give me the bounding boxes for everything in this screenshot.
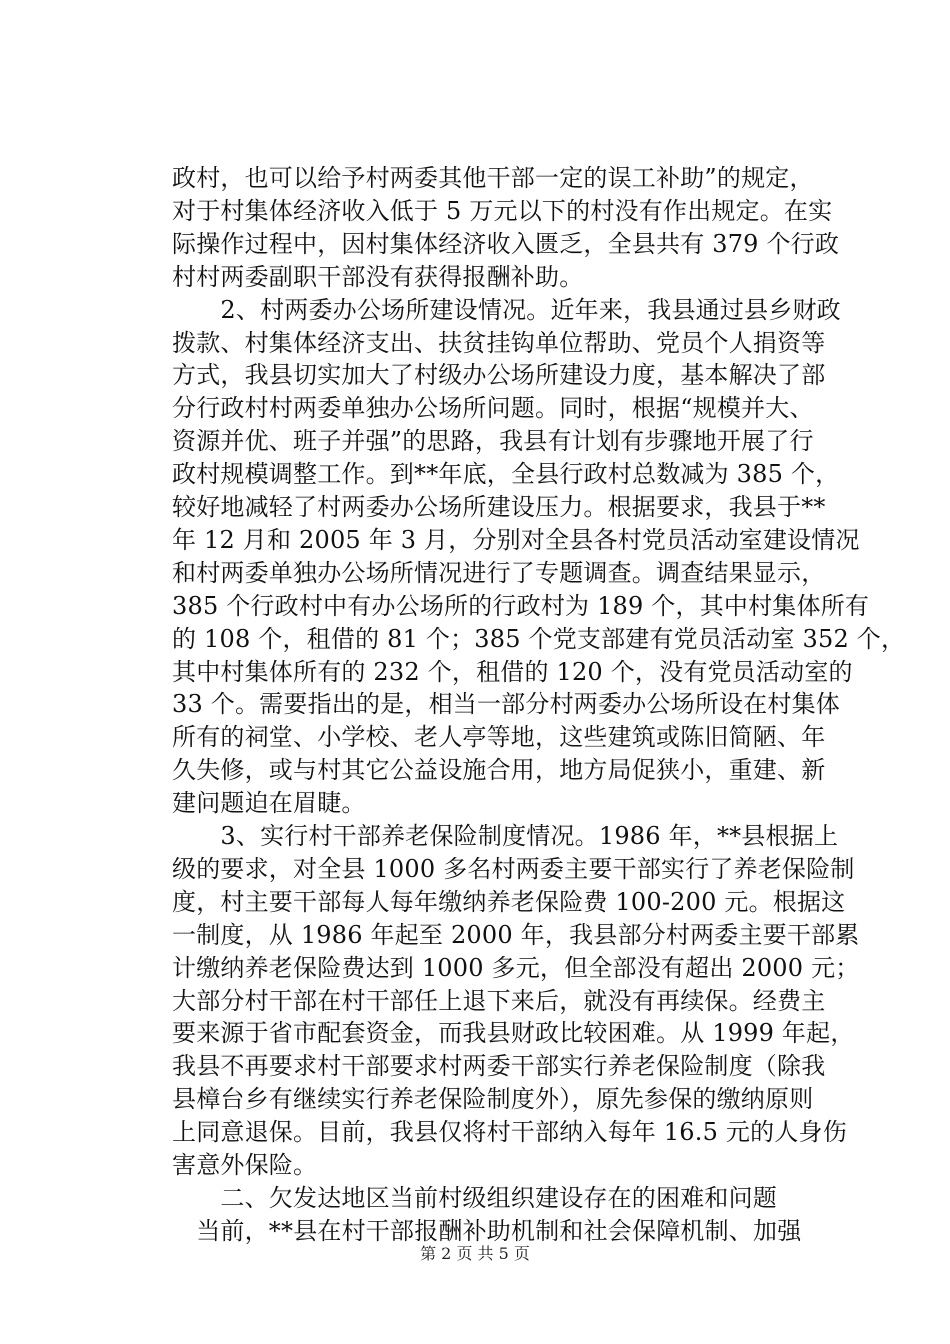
text-line: 所有的祠堂、小学校、老人亭等地，这些建筑或陈旧简陋、年 [172,723,826,752]
text-line: 上同意退保。目前，我县仅将村干部纳入每年 16.5 元的人身伤 [172,1118,847,1147]
text-line: 二、欠发达地区当前村级组织建设存在的困难和问题 [172,1183,777,1212]
text-line: 资源并优、班子并强”的思路，我县有计划有步骤地开展了行 [172,427,814,456]
text-line: 我县不再要求村干部要求村两委干部实行养老保险制度（除我 [172,1052,826,1081]
text-line: 害意外保险。 [172,1151,318,1179]
text-line: 政村，也可以给予村两委其他干部一定的误工补助”的规定， [172,164,814,192]
text-line: 3、实行村干部养老保险制度情况。1986 年，**县根据上 [172,822,839,850]
text-line: 较好地减轻了村两委办公场所建设压力。根据要求，我县于** [172,493,826,521]
text-line: 分行政村村两委单独办公场所问题。同时，根据“规模并大、 [172,394,814,423]
text-line: 385 个行政村中有办公场所的行政村为 189 个，其中村集体所有 [172,591,870,620]
text-line: 度，村主要干部每人每年缴纳养老保险费 100-200 元。根据这 [172,887,846,916]
text-line: 一制度，从 1986 年起至 2000 年，我县部分村两委主要干部累 [172,920,860,949]
text-line: 际操作过程中，因村集体经济收入匮乏，全县共有 379 个行政 [172,229,840,258]
text-line: 拨款、村集体经济支出、扶贫挂钩单位帮助、党员个人捐资等 [172,328,826,357]
text-line: 县樟台乡有继续实行养老保险制度外），原先参保的缴纳原则 [172,1085,814,1114]
text-line: 对于村集体经济收入低于 5 万元以下的村没有作出规定。在实 [172,196,833,225]
text-line: 建问题迫在眉睫。 [172,789,366,818]
text-line: 和村两委单独办公场所情况进行了专题调查。调查结果显示， [172,558,826,587]
text-line: 大部分村干部在村干部任上退下来后，就没有再续保。经费主 [172,986,826,1015]
text-line: 33 个。需要指出的是，相当一部分村两委办公场所设在村集体 [172,690,840,719]
text-line: 计缴纳养老保险费达到 1000 多元，但全部没有超出 2000 元； [172,953,860,982]
text-line: 久失修，或与村其它公益设施合用，地方局促狭小，重建、新 [172,756,826,785]
text-line: 年 12 月和 2005 年 3 月，分别对全县各村党员活动室建设情况 [172,525,860,554]
text-line: 2、村两委办公场所建设情况。近年来，我县通过县乡财政 [172,295,841,324]
page-footer: 第 2 页 共 5 页 [420,1244,530,1263]
text-line: 的 108 个，租借的 81 个；385 个党支部建有党员活动室 352 个， [172,624,906,653]
text-line: 政村规模调整工作。到**年底，全县行政村总数减为 385 个， [172,460,840,489]
text-line: 当前，**县在村干部报酬补助机制和社会保障机制、加强 [172,1216,802,1245]
text-line: 要来源于省市配套资金，而我县财政比较困难。从 1999 年起， [172,1019,855,1048]
text-line: 村村两委副职干部没有获得报酬补助。 [172,262,584,291]
text-line: 级的要求，对全县 1000 多名村两委主要干部实行了养老保险制 [172,854,855,883]
text-line: 其中村集体所有的 232 个，租借的 120 个，没有党员活动室的 [172,657,853,686]
text-line: 方式，我县切实加大了村级办公场所建设力度，基本解决了部 [172,361,826,390]
